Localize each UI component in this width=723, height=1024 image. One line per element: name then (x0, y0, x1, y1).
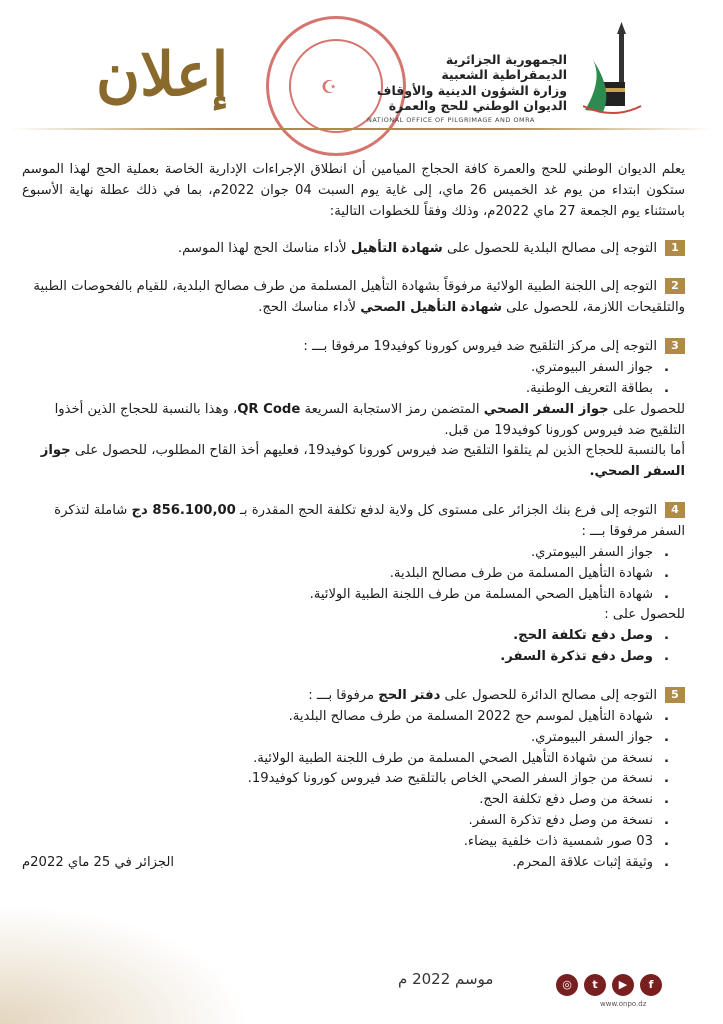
mosque-logo-icon (583, 20, 643, 120)
org-republic: الجمهورية الجزائرية الديمقراطية الشعبية (441, 52, 567, 83)
last-item-row (22, 853, 685, 874)
list-item: . نسخة من جواز السفر الصحي الخاص بالتلقيح ضد فيروس كورونا كوفيد19. (22, 769, 685, 790)
list-item: . جواز السفر البيومتري. (22, 358, 685, 379)
list-item: . شهادة التأهيل المسلمة من طرف مصالح البلدية. (22, 564, 685, 585)
step-number: 2 (665, 278, 685, 294)
step-text: للحصول على (608, 401, 685, 417)
instagram-icon[interactable]: ◎ (556, 974, 578, 996)
list-item: . نسخة من وصل دفع تذكرة السفر. (22, 811, 685, 832)
step-4-obtain-label: للحصول على : (604, 607, 685, 623)
website-link[interactable]: www.onpo.dz (600, 1000, 647, 1008)
step-text: لأداء مناسك الحج لهذا الموسم. (177, 240, 351, 256)
list-item: . جواز السفر البيومتري. (22, 728, 685, 749)
qr-code-label: QR Code (237, 401, 301, 417)
org-office-english: NATIONAL OFFICE OF PILGRIMAGE AND OMRA (367, 116, 535, 124)
step-4-text (22, 501, 685, 543)
list-item: . نسخة من وصل دفع تكلفة الحج. (22, 790, 685, 811)
step-text: لأداء مناسك الحج. (258, 300, 361, 316)
list-item: . وثيقة إثبات علاقة المحرم. (22, 853, 685, 874)
step-3-paragraph-2 (22, 441, 685, 483)
list-item: . شهادة التأهيل الصحي المسلمة من طرف اللجنة الطبية الولائية. (22, 585, 685, 606)
list-item: . بطاقة التعريف الوطنية. (22, 379, 685, 400)
step-number: 1 (665, 240, 685, 256)
organization-block (367, 52, 567, 125)
facebook-icon[interactable]: f (640, 974, 662, 996)
step-5 (22, 686, 685, 874)
list-item: . جواز السفر البيومتري. (22, 543, 685, 564)
list-item: . 03 صور شمسية ذات خلفية بيضاء. (22, 832, 685, 853)
step-number: 5 (665, 687, 685, 703)
step-text: التوجه إلى مصالح الدائرة للحصول على (440, 688, 657, 704)
step-4 (22, 501, 685, 668)
crescent-icon: ☪ (321, 77, 338, 98)
step-2 (22, 277, 685, 319)
step-bold-text: جواز السفر الصحي (483, 401, 609, 417)
step-text: ، وهذا بالنسبة للحجاج الذين أخذوا التلقيح ضد فيروس كورونا كوفيد19 من قبل. (54, 401, 685, 438)
step-3 (22, 337, 685, 483)
step-3-lead (22, 337, 685, 358)
step-5-text (22, 686, 685, 707)
step-3-paragraph-1 (22, 400, 685, 442)
footer-decoration (0, 904, 250, 1024)
header-divider (10, 128, 713, 130)
step-text: التوجه إلى مركز التلقيح ضد فيروس كورونا كوفيد19 مرفوقا بـــ : (303, 339, 657, 355)
org-office: الديوان الوطني للحج والعمرة (388, 97, 567, 113)
list-item: . نسخة من شهادة التأهيل الصحي المسلمة من طرف اللجنة الطبية الولائية. (22, 749, 685, 770)
social-links (556, 974, 662, 996)
step-text: المتضمن رمز الاستجابة السريعة (300, 401, 484, 417)
step-bold-text: جواز السفر الصحي. (40, 443, 685, 480)
step-text: شاملة لتذكرة السفر مرفوقا بـــ : (54, 503, 685, 540)
step-text: التوجه إلى فرع بنك الجزائر على مستوى كل ولاية لدفع تكلفة الحج المقدرة بـ (235, 503, 657, 519)
intro-paragraph: يعلم الديوان الوطني للحج والعمرة كافة الحجاج الميامين أن انطلاق الإجراءات الإدارية الخاصة بعملية الحج لهذا الموسم ستكون ابتداء من يوم غد الخميس 26 ماي، إلى غاية يوم السبت 04 جوان 2022م، بما في ذلك عطلة نهاية الأسبوع باستثناء يوم الجمعة 27 ماي 2022م، وذلك وفقاً للخطوات التالية: (22, 162, 686, 219)
page-title: إعلان (96, 40, 229, 110)
step-bold-text: دفتر الحج (378, 688, 441, 704)
footer (0, 950, 723, 1024)
step-bold-text: شهادة التأهيل (350, 240, 443, 256)
step-1 (22, 239, 685, 260)
step-1-text (22, 239, 685, 260)
announcement-body (22, 160, 685, 892)
step-text: التوجه إلى مصالح البلدية للحصول على (442, 240, 657, 256)
list-item: . وصل دفع تكلفة الحج. (22, 626, 685, 647)
step-2-text (22, 277, 685, 319)
list-item: . شهادة التأهيل لموسم حج 2022 المسلمة من طرف مصالح البلدية. (22, 707, 685, 728)
header (0, 0, 723, 140)
twitter-icon[interactable]: t (584, 974, 606, 996)
step-number: 4 (665, 502, 685, 518)
date-signature: الجزائر في 25 ماي 2022م (22, 854, 175, 870)
pilgrimage-cost: 856.100,00 دج (131, 503, 236, 519)
step-number: 3 (665, 338, 685, 354)
list-item: . وصل دفع تذكرة السفر. (22, 647, 685, 668)
youtube-icon[interactable]: ▶ (612, 974, 634, 996)
step-text: مرفوقا بـــ : (308, 688, 379, 704)
step-text: التوجه إلى اللجنة الطبية الولائية مرفوقاً بشهادة التأهيل المسلمة من طرف مصالح البلدية، للقيام بالفحوصات الطبية والتلقيحات اللازمة، للحصول على (33, 279, 685, 316)
org-ministry: وزارة الشؤون الدينية والأوقاف (376, 82, 567, 98)
step-text: أما بالنسبة للحجاج الذين لم يتلقوا التلقيح ضد فيروس كورونا كوفيد19، فعليهم أخذ القاح المطلوب، للحصول على (70, 443, 685, 459)
season-label: موسم 2022 م (398, 970, 494, 988)
step-bold-text: شهادة التأهيل الصحي (360, 300, 502, 316)
